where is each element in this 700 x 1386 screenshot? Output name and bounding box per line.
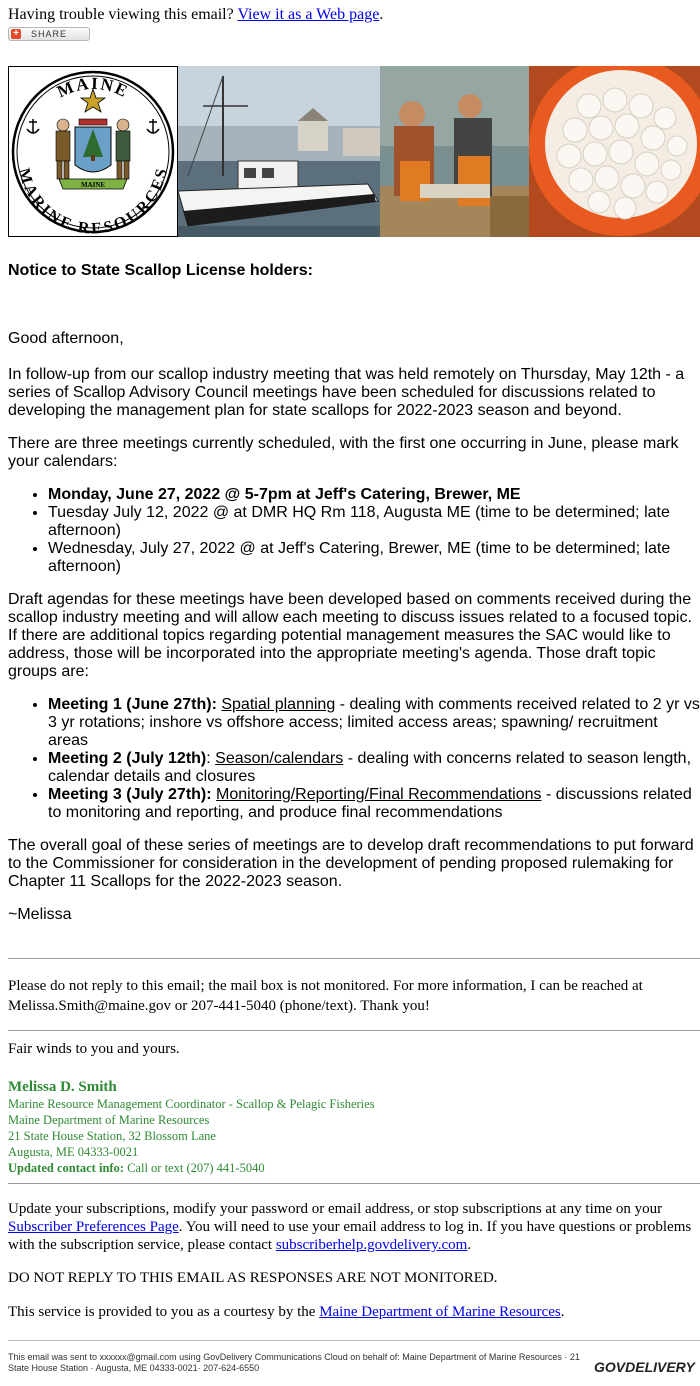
divider (8, 1183, 700, 1184)
courtesy-line (8, 1304, 700, 1321)
boat-photo (178, 66, 380, 237)
topic-title: Monitoring/Reporting/Final Recommendations (216, 786, 542, 803)
view-web-page-link[interactable]: View it as a Web page (237, 6, 380, 23)
subscription-note (8, 1200, 700, 1254)
divider (8, 1340, 700, 1341)
maine-seal-icon (9, 67, 177, 236)
contact-value: Call or text (207) 441-5040 (123, 1161, 265, 1175)
seal-bottom-text: MARINE RESOURCES (15, 166, 171, 236)
scallops-bucket-photo (529, 66, 700, 237)
topic-list (8, 696, 700, 822)
seal-top-text: MAINE (54, 73, 133, 102)
topic-desc: - dealing with comments received related to 2 yr vs 3 yr rotations; inshore vs offshore access; limited access areas; spawning/ recruitment areas (48, 696, 700, 749)
govdelivery-logo-text: GOVDELIVERY (594, 1359, 695, 1375)
topic-colon: : (206, 750, 211, 767)
topic-desc: - discussions related to monitoring and reporting, and produce final recommendations (48, 786, 692, 821)
topic-label: Meeting 1 (June 27th): (48, 696, 217, 713)
subscription-text-2: . You will need to use your email address to log in. If you have questions or problems with the subscription service, please contact (8, 1219, 692, 1253)
greeting: Good afternoon, (8, 330, 124, 347)
share-plus-icon: + (11, 29, 21, 39)
share-button[interactable] (8, 27, 90, 41)
trouble-end: . (379, 6, 384, 23)
topic-item-3 (48, 786, 700, 822)
signature-address-1: 21 State House Station, 32 Blossom Lane (8, 1129, 216, 1143)
paragraph-followup: In follow-up from our scallop industry meeting that was held remotely on Thursday, May 12th - a series of Scallop Advisory Council meetings have been scheduled for discussions related to developing the management plan for state scallops for 2022-2023 season and beyond. (8, 366, 685, 419)
web-view-line (8, 6, 383, 24)
closing-signoff: ~Melissa (8, 906, 72, 923)
divider (8, 958, 700, 959)
courtesy-end: . (560, 1304, 565, 1320)
footer-fineprint: This email was sent to xxxxxx@gmail.com using GovDelivery Communications Cloud on behalf of: Maine Department of Marine Resources · 21 State House Station · Augusta, ME 04333-0021· 207-624-6550 (8, 1352, 580, 1373)
fishermen-photo (380, 66, 529, 237)
share-label: SHARE (31, 29, 68, 39)
paragraph-meetings-intro: There are three meetings currently scheduled, with the first one occurring in June, please mark your calendars: (8, 435, 679, 470)
trouble-text: Having trouble viewing this email? (8, 6, 234, 23)
banner (8, 66, 700, 237)
contact-label: Updated contact info: (8, 1161, 124, 1175)
topic-label: Meeting 2 (July 12th) (48, 750, 207, 767)
seal-ribbon-text: MAINE (80, 181, 106, 189)
courtesy-text: This service is provided to you as a courtesy by the (8, 1304, 320, 1320)
topic-label: Meeting 3 (July 27th): (48, 786, 212, 803)
topic-item-1 (48, 696, 700, 750)
meeting-item-3: • Wednesday, July 27, 2022 @ at Jeff's Catering, Brewer, ME (time to be determined; late afternoon) (48, 540, 700, 576)
signature-contact (8, 1160, 698, 1176)
maine-dmr-link[interactable]: Maine Department of Marine Resources (319, 1304, 561, 1320)
subscription-text-1: Update your subscriptions, modify your password or email address, or stop subscriptions at any time on your (8, 1201, 663, 1217)
meeting-list (8, 486, 700, 576)
signature-name: Melissa D. Smith (8, 1079, 117, 1095)
subscriber-help-link[interactable]: subscriberhelp.govdelivery.com (275, 1237, 468, 1253)
meeting-item-1: • Monday, June 27, 2022 @ 5-7pm at Jeff's Catering, Brewer, ME (48, 486, 700, 504)
topic-item-2 (48, 750, 700, 786)
dmr-logo (8, 66, 178, 237)
divider (8, 1030, 700, 1031)
fair-winds: Fair winds to you and yours. (8, 1041, 180, 1057)
notice-title: Notice to State Scallop License holders: (8, 262, 313, 279)
signature-block (8, 1078, 698, 1176)
do-not-reply-notice: DO NOT REPLY TO THIS EMAIL AS RESPONSES ARE NOT MONITORED. (8, 1270, 498, 1286)
noreply-note: Please do not reply to this email; the mail box is not monitored. For more information, I can be reached at Melissa.Smith@maine.gov or 207-441-5040 (phone/text). Thank you! (8, 978, 643, 1014)
paragraph-overall-goal: The overall goal of these series of meetings are to develop draft recommendations to put forward to the Commissioner for consideration in the development of pending proposed rulemaking for Chapter 11 Scallops for the 2022-2023 season. (8, 837, 694, 890)
signature-dept: Maine Department of Marine Resources (8, 1113, 210, 1127)
email-body (8, 262, 700, 924)
topic-title: Season/calendars (215, 750, 344, 767)
meeting-item-2: • Tuesday July 12, 2022 @ at DMR HQ Rm 118, Augusta ME (time to be determined; late afternoon) (48, 504, 700, 540)
subscription-text-3: . (467, 1237, 472, 1253)
topic-desc: - dealing with concerns related to season length, calendar details and closures (48, 750, 692, 785)
signature-title: Marine Resource Management Coordinator - Scallop & Pelagic Fisheries (8, 1097, 375, 1111)
subscriber-preferences-link[interactable]: Subscriber Preferences Page (8, 1219, 179, 1235)
paragraph-draft-agendas: Draft agendas for these meetings have been developed based on comments received during the scallop industry meeting and will allow each meeting to discuss issues related to a focused topic. If there are additional topics regarding potential management measures the SAC would like to address, those will be incorporated into the appropriate meeting's agenda. Those draft topic groups are: (8, 591, 692, 680)
topic-title: Spatial planning (221, 696, 336, 713)
govdelivery-logo[interactable] (592, 1354, 698, 1383)
signature-address-2: Augusta, ME 04333-0021 (8, 1145, 139, 1159)
